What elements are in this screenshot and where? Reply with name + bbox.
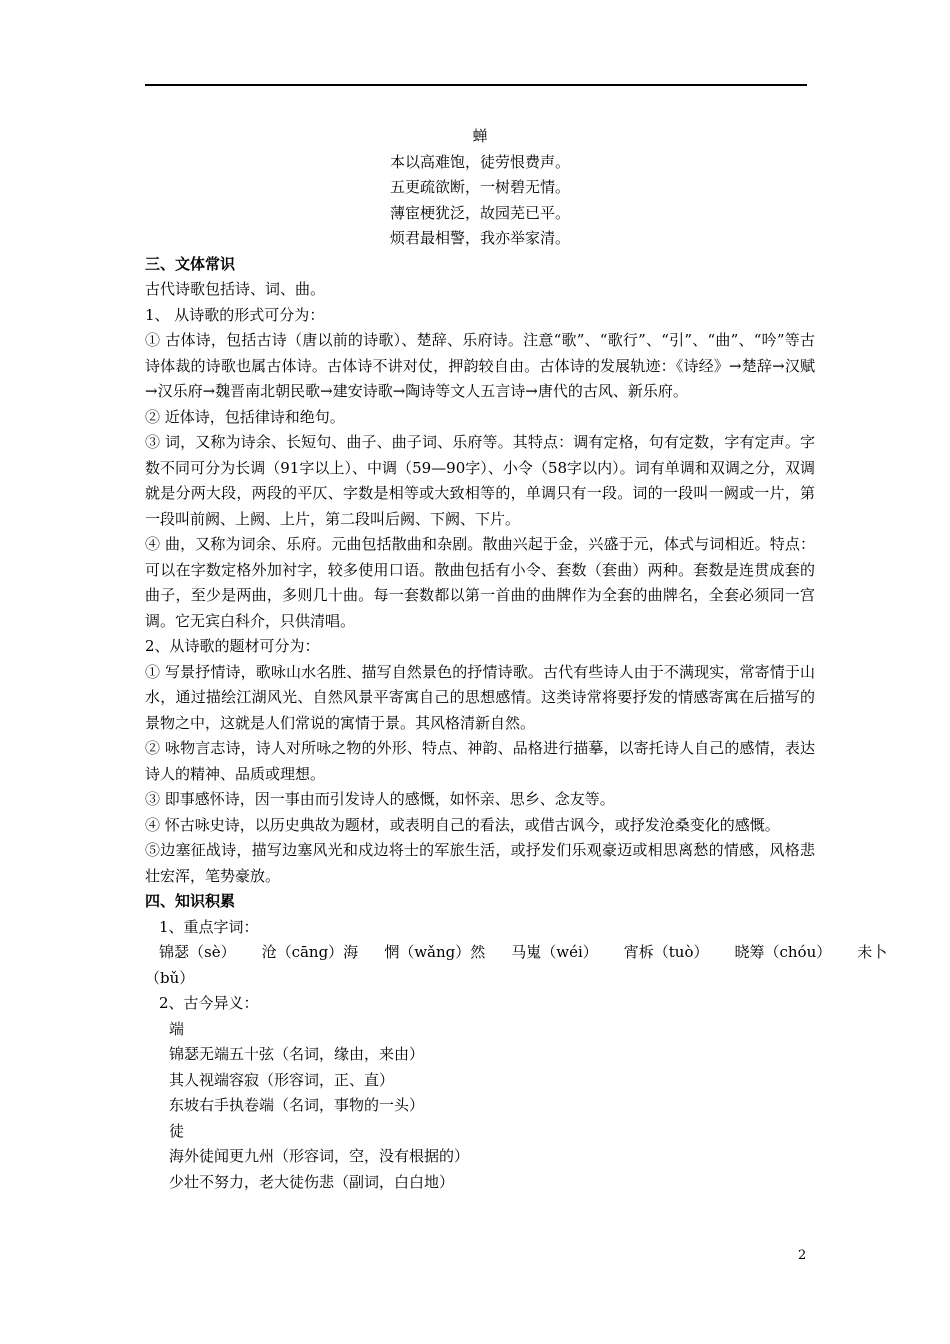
section-heading: 四、知识积累 [145, 892, 236, 910]
section-heading: 三、文体常识 [145, 254, 236, 273]
paragraph: ⑤边塞征战诗，描写边塞风光和戍边将士的军旅生活，或抒发们乐观豪迈或相思离愁的情感，风格悲壮宏浑，笔势豪放。 [145, 841, 815, 885]
key-words [145, 940, 888, 966]
poem-title: 蝉 [472, 127, 488, 145]
poem-line: 本以高难饱，徒劳恨费声。 [389, 152, 570, 171]
paragraph: ② 近体诗，包括律诗和绝句。 [145, 407, 345, 426]
paragraph: ① 古体诗，包括古诗（唐以前的诗歌）、楚辞、乐府诗。注意“歌”、“歌行”、“引”、“曲”、“吟”等古诗体裁的诗歌也属古体诗。古体诗不讲对仗，押韵较自由。古体诗的发展轨迹：《诗经》→楚辞→汉赋→汉乐府→魏晋南北朝民歌→建安诗歌→陶诗等文人五言诗→唐代的古风、新乐府。 [145, 331, 815, 400]
word-item: 宵柝（tuò） [623, 943, 709, 961]
term: 徒 [169, 1121, 185, 1140]
poem-line: 烦君最相警，我亦举家清。 [389, 229, 570, 247]
paragraph: ④ 曲，又称为词余、乐府。元曲包括散曲和杂剧。散曲兴起于金，兴盛于元，体式与词相近。特点：可以在字数定格外加衬字，较多使用口语。散曲包括有小令、套数（套曲）两种。套数是连贯成套的曲子，至少是两曲，多则几十曲。每一套数都以第一首曲的曲牌作为全套的曲牌名，全套必须同一宫调。它无宾白科介，只供清唱。 [145, 535, 815, 630]
document-body [145, 124, 888, 1195]
paragraph: ④ 怀古咏史诗，以历史典故为题材，或表明自己的看法，或借古讽今，或抒发沧桑变化的感慨。 [145, 815, 780, 834]
header-rule [145, 84, 807, 86]
word-item-wrap: （bǔ） [145, 968, 195, 987]
page-number: 2 [798, 1248, 807, 1263]
subheading: 1、重点字词： [159, 917, 259, 936]
example: 少壮不努力，老大徒伤悲（副词，白白地） [169, 1172, 455, 1191]
example: 其人视端容寂（形容词，正、直） [169, 1070, 395, 1089]
paragraph: 古代诗歌包括诗、词、曲。 [145, 280, 326, 298]
subheading: 2、古今异义： [159, 994, 259, 1012]
word-item: 沧（cāng）海 [261, 943, 359, 961]
word-item: 马嵬（wéi） [511, 943, 598, 961]
word-item: 惘（wǎng）然 [384, 943, 486, 961]
paragraph: ③ 即事感怀诗，因一事由而引发诗人的感慨，如怀亲、思乡、念友等。 [145, 790, 615, 808]
example: 海外徒闻更九州（形容词，空，没有根据的） [169, 1147, 470, 1165]
subheading: 2、从诗歌的题材可分为： [145, 637, 320, 655]
term: 端 [169, 1019, 185, 1038]
poem [145, 124, 815, 252]
word-item: 未卜 [857, 943, 888, 961]
paragraph: ② 咏物言志诗，诗人对所咏之物的外形、特点、神韵、品格进行描摹，以寄托诗人自己的感情，表达诗人的精神、品质或理想。 [145, 739, 815, 783]
paragraph: ① 写景抒情诗，歌咏山水名胜、描写自然景色的抒情诗歌。古代有些诗人由于不满现实，常寄情于山水，通过描绘江湖风光、自然风景平寄寓自己的思想感情。这类诗常将要抒发的情感寄寓在后描写的景物之中，这就是人们常说的寓情于景。其风格清新自然。 [145, 662, 815, 732]
example: 东坡右手执卷端（名词，事物的一头） [169, 1096, 425, 1114]
poem-line: 薄宦梗犹泛，故园芜已平。 [389, 203, 570, 222]
poem-line: 五更疏欲断，一树碧无情。 [389, 178, 570, 196]
example: 锦瑟无端五十弦（名词，缘由，来由） [169, 1045, 425, 1063]
subheading: 1、 从诗歌的形式可分为： [145, 305, 325, 324]
word-item: 锦瑟（sè） [159, 943, 236, 961]
word-item: 晓筹（chóu） [734, 943, 832, 961]
paragraph: ③ 词，又称为诗余、长短句、曲子、曲子词、乐府等。其特点：调有定格，句有定数，字有定声。字数不同可分为长调（91字以上）、中调（59—90字）、小令（58字以内）。词有单调和双调之分，双调就是分两大段，两段的平仄、字数是相等或大致相等的，单调只有一段。词的一段叫一阙或一片，第一段叫前阙、上阙、上片，第二段叫后阙、下阙、下片。 [145, 433, 815, 528]
